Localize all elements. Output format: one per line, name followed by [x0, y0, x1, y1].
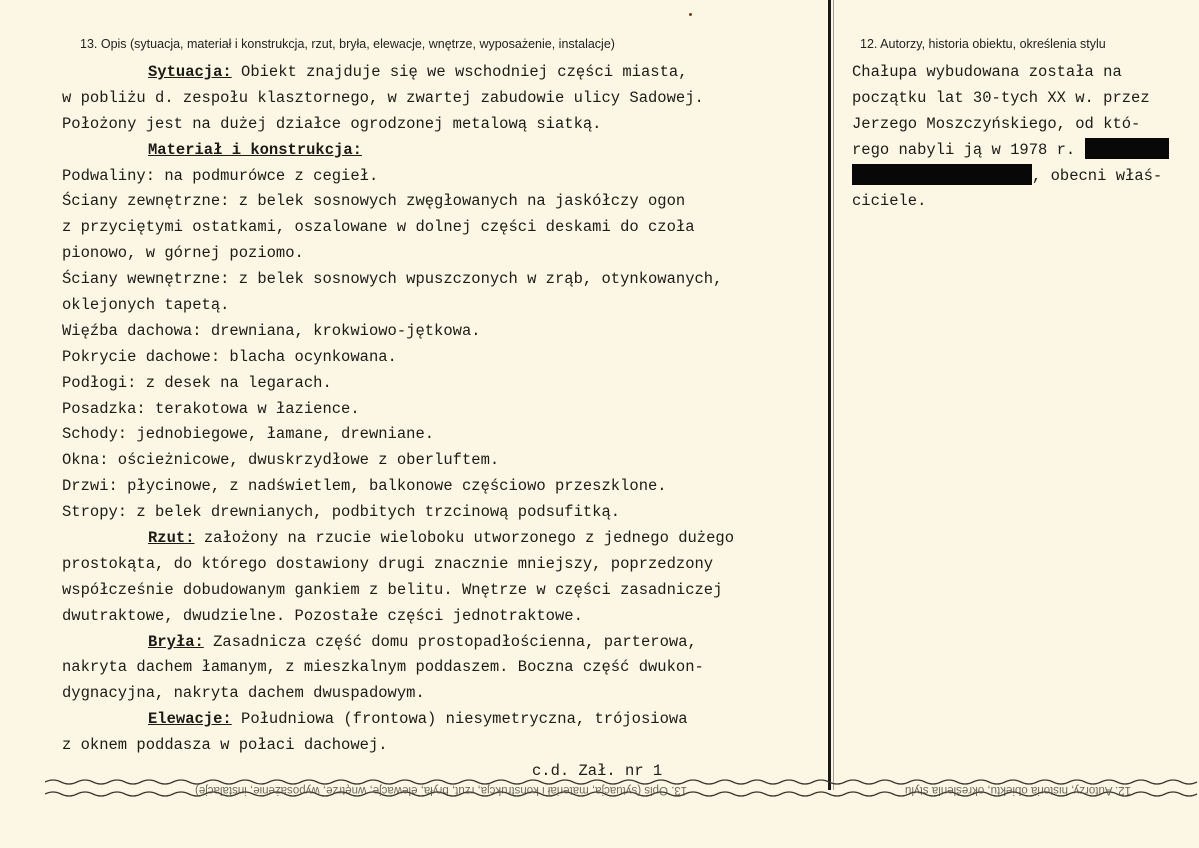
- text-line: prostokąta, do którego dostawiony drugi znacznie mniejszy, poprzedzony: [62, 554, 714, 573]
- description-column: [62, 60, 822, 785]
- text-line: początku lat 30-tych XX w. przez: [852, 88, 1150, 107]
- continuation-note: c.d. Zał. nr 1: [532, 762, 663, 781]
- mirrored-header-left: 13. Opis (sytuacja, materiał i konstrukcja, rzut, bryła, elewacje, wnętrze, wyposażenie, instalacje): [195, 784, 688, 796]
- column-divider: [828, 0, 831, 790]
- text-line: Jerzego Moszczyńskiego, od któ-: [852, 114, 1141, 133]
- text-line: Bryła: Zasadnicza część domu prostopadłościenna, parterowa,: [148, 632, 697, 651]
- text-line: Rzut: założony na rzucie wieloboku utworzonego z jednego dużego: [148, 529, 735, 548]
- section-heading-plan: Rzut:: [148, 529, 195, 548]
- text-line: rego nabyli ją w 1978 r.: [852, 138, 1192, 164]
- text-line: oklejonych tapetą.: [62, 296, 230, 315]
- text-line: Drzwi: płycinowe, z nadświetlem, balkonowe częściowo przeszklone.: [62, 477, 667, 496]
- mirrored-header-right: 12. Autorzy, historia obiektu, określenia stylu: [905, 784, 1132, 796]
- left-header: 13. Opis (sytuacja, materiał i konstrukcja, rzut, bryła, elewacje, wnętrze, wyposażenie, instalacje): [80, 37, 615, 51]
- text-line: Ściany zewnętrzne: z belek sosnowych zwęgłowanych na jaskółczy ogon: [62, 192, 686, 211]
- history-column: [852, 60, 1192, 215]
- text-line: Posadzka: terakotowa w łazience.: [62, 399, 360, 418]
- text-line: Podłogi: z desek na legarach.: [62, 373, 332, 392]
- right-header: 12. Autorzy, historia obiektu, określenia stylu: [860, 37, 1106, 51]
- text-line: Sytuacja: Obiekt znajduje się we wschodniej części miasta,: [148, 63, 688, 81]
- text-line: Elewacje: Południowa (frontowa) niesymetryczna, trójosiowa: [148, 710, 688, 729]
- section-heading-elevations: Elewacje:: [148, 710, 232, 729]
- text-line: ciciele.: [852, 192, 927, 211]
- text-line: , obecni właś-: [852, 164, 1192, 190]
- text-line: z oknem poddasza w połaci dachowej.: [62, 736, 388, 755]
- text-line: Podwaliny: na podmurówce z cegieł.: [62, 166, 379, 185]
- text-line: z przyciętymi ostatkami, oszalowane w dolnej części deskami do czoła: [62, 218, 695, 237]
- ink-speck: [689, 13, 692, 16]
- text-line: Okna: ościeżnicowe, dwuskrzydłowe z oberluftem.: [62, 451, 500, 470]
- text-line: dygnacyjna, nakryta dachem dwuspadowym.: [62, 684, 425, 703]
- section-heading-material: Materiał i konstrukcja:: [148, 140, 362, 159]
- text-line: Pokrycie dachowe: blacha ocynkowana.: [62, 347, 397, 366]
- text-line: Chałupa wybudowana została na: [852, 63, 1122, 81]
- text-line: w pobliżu d. zespołu klasztornego, w zwartej zabudowie ulicy Sadowej.: [62, 88, 704, 107]
- section-heading-situation: Sytuacja:: [148, 63, 232, 81]
- text-line: Schody: jednobiegowe, łamane, drewniane.: [62, 425, 435, 444]
- redaction-bar: [852, 164, 1032, 185]
- text-line: [62, 138, 822, 164]
- text-line: nakryta dachem łamanym, z mieszkalnym poddaszem. Boczna część dwukon-: [62, 658, 704, 677]
- section-heading-body: Bryła:: [148, 632, 204, 651]
- text-line: dwutraktowe, dwudzielne. Pozostałe części jednotraktowe.: [62, 606, 583, 625]
- column-divider-shadow: [833, 0, 834, 790]
- text-line: Więźba dachowa: drewniana, krokwiowo-jętkowa.: [62, 321, 481, 340]
- text-line: współcześnie dobudowanym gankiem z belitu. Wnętrze w części zasadniczej: [62, 580, 723, 599]
- text-line: Ściany wewnętrzne: z belek sosnowych wpuszczonych w zrąb, otynkowanych,: [62, 270, 723, 289]
- text-line: Położony jest na dużej działce ogrodzonej metalową siatką.: [62, 114, 602, 133]
- text-line: Stropy: z belek drewnianych, podbitych trzcinową podsufitką.: [62, 503, 621, 522]
- text-line: pionowo, w górnej poziomo.: [62, 244, 304, 263]
- redaction-bar: [1085, 138, 1169, 159]
